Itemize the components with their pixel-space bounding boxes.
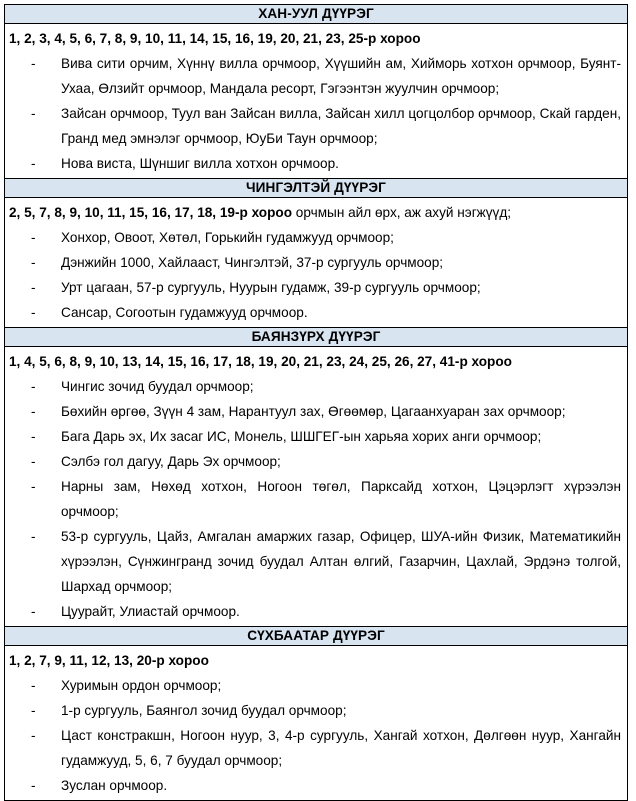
khoroo-list <box>9 349 621 374</box>
district-content <box>5 24 628 179</box>
district-header-row <box>5 328 628 347</box>
dash-bullet-icon: - <box>31 106 36 121</box>
list-item <box>15 225 621 250</box>
district-content <box>5 646 628 801</box>
district-name: ХАН-УУЛ ДҮҮРЭГ <box>5 5 628 24</box>
list-item-text: Урт цагаан, 57-р сургууль, Нуурын гудамж, 39-р сургууль орчмоор; <box>61 280 481 295</box>
dash-bullet-icon: - <box>31 454 36 469</box>
district-name: СҮХБААТАР ДҮҮРЭГ <box>5 627 628 646</box>
list-item <box>15 599 621 624</box>
khoroo-numbers: 1, 2, 7, 9, 11, 12, 13, 20-р хороо <box>9 653 209 668</box>
district-content-row <box>5 646 628 801</box>
khoroo-numbers: 1, 4, 5, 6, 8, 9, 10, 13, 14, 15, 16, 17, 18, 19, 20, 21, 23, 24, 25, 26, 27, 41-р хороо <box>9 354 512 369</box>
list-item-text: Нарны зам, Нөхөд хотхон, Ногоон төгөл, Парксайд хотхон, Цэцэрлэгт хүрээлэн орчмоор; <box>61 479 621 519</box>
dash-bullet-icon: - <box>31 479 36 494</box>
dash-bullet-icon: - <box>31 604 36 619</box>
khoroo-numbers: 1, 2, 3, 4, 5, 6, 7, 8, 9, 10, 11, 14, 15, 16, 19, 20, 21, 23, 25-р хороо <box>9 31 421 46</box>
list-item-text: Сэлбэ гол дагуу, Дарь Эх орчмоор; <box>61 454 281 469</box>
list-item <box>15 300 621 325</box>
dash-bullet-icon: - <box>31 156 36 171</box>
list-item-text: Нова виста, Шүншиг вилла хотхон орчмоор. <box>61 156 339 171</box>
district-header-row <box>5 179 628 198</box>
khoroo-list <box>9 648 621 673</box>
list-item <box>15 698 621 723</box>
list-item-text: Дэнжийн 1000, Хайлааст, Чингэлтэй, 37-р сургууль орчмоор; <box>61 255 444 270</box>
dash-bullet-icon: - <box>31 703 36 718</box>
list-item <box>15 51 621 101</box>
document <box>4 4 628 801</box>
list-item <box>15 250 621 275</box>
dash-bullet-icon: - <box>31 678 36 693</box>
list-item <box>15 773 621 798</box>
list-item-text: Бага Дарь эх, Их засаг ИС, Монель, ШШГЕГ-ын харьяа хорих анги орчмоор; <box>61 429 542 444</box>
list-item-text: Цуурайт, Улиастай орчмоор. <box>61 604 240 619</box>
khoroo-note: орчмын айл өрх, аж ахуй нэгжүүд; <box>292 205 512 220</box>
list-item-text: Бөхийн өргөө, Зүүн 4 зам, Нарантуул зах, Өгөөмөр, Цагаанхуаран зах орчмоор; <box>61 404 566 419</box>
dash-bullet-icon: - <box>31 56 36 71</box>
district-name: ЧИНГЭЛТЭЙ ДҮҮРЭГ <box>5 179 628 198</box>
list-item-text: Хуримын ордон орчмоор; <box>61 678 222 693</box>
khoroo-numbers: 2, 5, 7, 8, 9, 10, 11, 15, 16, 17, 18, 19-р хороо <box>9 205 293 220</box>
list-item <box>15 474 621 524</box>
district-header-row <box>5 5 628 24</box>
dash-bullet-icon: - <box>31 280 36 295</box>
district-content-row <box>5 347 628 627</box>
district-content <box>5 198 628 328</box>
dash-bullet-icon: - <box>31 529 36 544</box>
list-item-text: Цаст констракшн, Ногоон нуур, 3, 4-р сургууль, Хангай хотхон, Дөлгөөн нуур, Хангайн гудамжууд, 5, 6, 7 буудал орчмоор; <box>61 728 621 768</box>
list-item-text: 53-р сургууль, Цайз, Амгалан амаржих газар, Офицер, ШУА-ийн Физик, Математикийн хүрээлэн, Сүнжингранд зочид буудал Алтан өлгий, Газарчин, Цахлай, Эрдэнэ толгой, Шархад орчмоор; <box>61 529 621 594</box>
district-header-row <box>5 627 628 646</box>
district-content-row <box>5 24 628 179</box>
dash-bullet-icon: - <box>31 728 36 743</box>
list-item-text: Хонхор, Овоот, Хөтөл, Горькийн гудамжууд орчмоор; <box>61 230 394 245</box>
list-item <box>15 673 621 698</box>
list-item <box>15 524 621 599</box>
dash-bullet-icon: - <box>31 379 36 394</box>
list-item <box>15 399 621 424</box>
dash-bullet-icon: - <box>31 429 36 444</box>
dash-bullet-icon: - <box>31 230 36 245</box>
district-content <box>5 347 628 627</box>
list-item-text: Зуслан орчмоор. <box>61 778 168 793</box>
list-item <box>15 151 621 176</box>
list-item-text: Сансар, Согоотын гудамжууд орчмоор. <box>61 305 308 320</box>
dash-bullet-icon: - <box>31 305 36 320</box>
list-item-text: 1-р сургууль, Баянгол зочид буудал орчмоор; <box>61 703 347 718</box>
dash-bullet-icon: - <box>31 778 36 793</box>
district-content-row <box>5 198 628 328</box>
dash-bullet-icon: - <box>31 255 36 270</box>
list-item <box>15 723 621 773</box>
dash-bullet-icon: - <box>31 404 36 419</box>
khoroo-list <box>9 26 621 51</box>
list-item <box>15 424 621 449</box>
outage-table <box>4 4 628 801</box>
list-item <box>15 374 621 399</box>
khoroo-list <box>9 200 621 225</box>
district-name: БАЯНЗҮРХ ДҮҮРЭГ <box>5 328 628 347</box>
list-item-text: Вива сити орчим, Хүннү вилла орчмоор, Хүүшийн ам, Хийморь хотхон орчмоор, Буянт-Ухаа, Өлзийт орчмоор, Мандала ресорт, Гэгээнтэн жуулчин орчмоор; <box>61 56 621 96</box>
list-item <box>15 275 621 300</box>
list-item-text: Зайсан орчмоор, Туул ван Зайсан вилла, Зайсан хилл цогцолбор орчмоор, Скай гарден, Гранд мед эмнэлэг орчмоор, ЮуБи Таун орчмоор; <box>61 106 621 146</box>
list-item <box>15 101 621 151</box>
list-item-text: Чингис зочид буудал орчмоор; <box>61 379 254 394</box>
list-item <box>15 449 621 474</box>
